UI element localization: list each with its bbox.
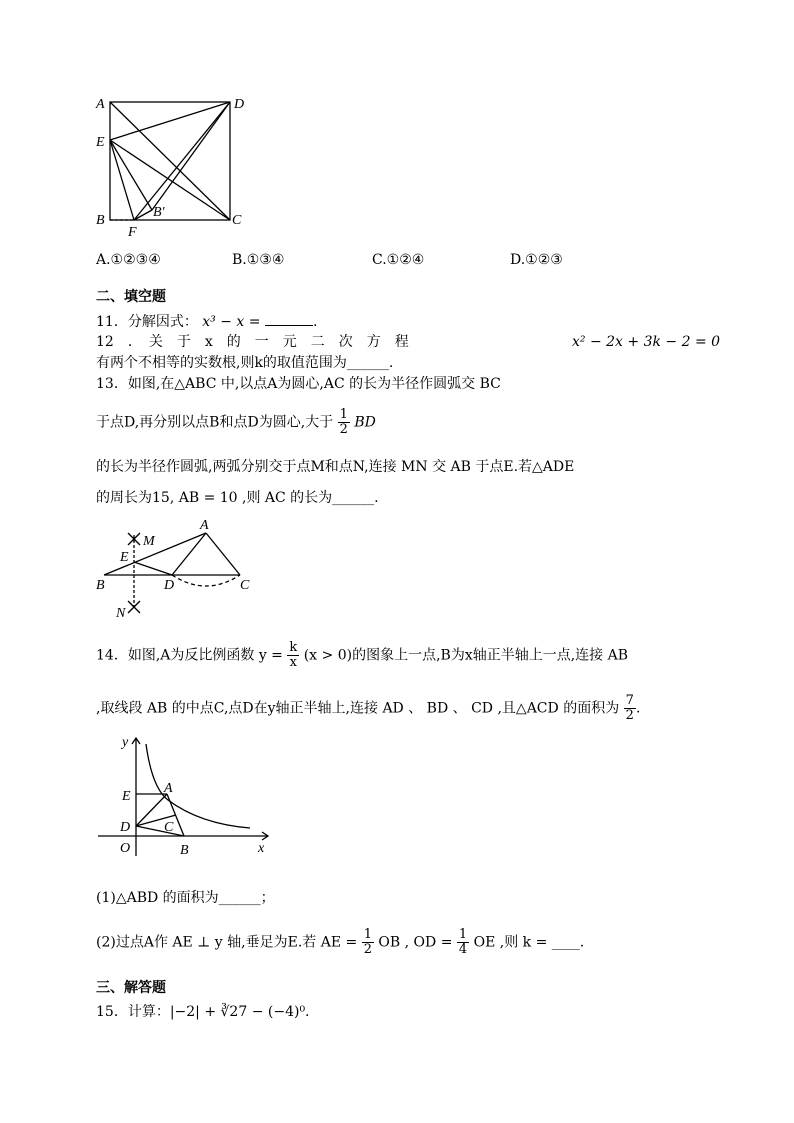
option-c: C.①②④ — [372, 252, 425, 268]
c-label-B: B — [180, 843, 189, 858]
q12-expr: x² − 2x + 3k − 2 = 0 — [572, 334, 721, 350]
t-label-A: A — [200, 518, 209, 533]
t-label-M: M — [143, 534, 155, 549]
c-label-E: E — [122, 789, 131, 804]
label-F: F — [128, 225, 137, 240]
label-C: C — [232, 213, 242, 228]
q12-line1: 12 ． 关 于 x 的 一 元 二 次 方 程 — [96, 334, 409, 350]
section-title-fill: 二、填空题 — [96, 289, 166, 305]
q14-fraction: $\frac{k}{x}$ — [289, 640, 298, 670]
square-figure — [90, 92, 260, 242]
c-label-A: A — [164, 781, 173, 796]
label-B: B — [96, 213, 105, 228]
c-label-C: C — [164, 820, 174, 835]
label-D: D — [234, 97, 245, 112]
q13-line2: 于点D,再分别以点B和点D为圆心,大于 $\frac{1}{2}$ BD — [96, 407, 376, 437]
q13-fraction: $\frac{1}{2}$ — [339, 407, 348, 437]
coordinate-figure — [90, 728, 280, 864]
option-a: A.①②③④ — [96, 252, 161, 268]
c-label-y: y — [122, 735, 129, 750]
q12-line2: 有两个不相等的实数根,则k的取值范围为______. — [96, 355, 394, 371]
q11: 11．分解因式： x³ − x = . — [96, 311, 317, 331]
q13-line4: 的周长为15, AB = 10 ,则 AC 的长为______. — [96, 490, 379, 506]
c-label-D: D — [120, 820, 131, 835]
q14-sub2: (2)过点A作 AE ⊥ y 轴,垂足为E.若 AE = $\frac{1}{2}$ OB , OD = $\frac{1}{4}$ OE ,则 k = ____. — [96, 927, 585, 957]
option-b: B.①③④ — [232, 252, 285, 268]
q13-line3: 的长为半径作圆弧,两弧分别交于点M和点N,连接 MN 交 AB 于点E.若△ADE — [96, 459, 575, 475]
q11-blank — [265, 311, 313, 326]
label-A: A — [96, 97, 105, 112]
section-title-answer: 三、解答题 — [96, 980, 166, 996]
c-label-O: O — [120, 841, 131, 856]
q11-expr: x³ − x = — [202, 314, 261, 330]
q15: 15．计算：|−2| + ∛27 − (−4)⁰. — [96, 1004, 310, 1020]
t-label-C: C — [240, 578, 250, 593]
q14-area-fraction: $\frac{7}{2}$ — [625, 693, 634, 723]
triangle-figure — [90, 515, 270, 623]
option-d: D.①②③ — [510, 252, 563, 268]
q14-line2: ,取线段 AB 的中点C,点D在y轴正半轴上,连接 AD 、 BD 、 CD ,且△ACD 的面积为 $\frac{7}{2}$ . — [96, 693, 641, 723]
q13-line1: 13．如图,在△ABC 中,以点A为圆心,AC 的长为半径作圆弧交 BC — [96, 376, 501, 392]
q14-sub1: (1)△ABD 的面积为______； — [96, 890, 275, 906]
t-label-D: D — [164, 578, 175, 593]
t-label-E: E — [120, 550, 129, 565]
t-label-B: B — [96, 578, 105, 593]
label-Bprime: B′ — [153, 205, 165, 220]
label-E: E — [96, 135, 105, 150]
c-label-x: x — [258, 841, 265, 856]
t-label-N: N — [116, 606, 126, 621]
q14-line1: 14．如图,A为反比例函数 y = $\frac{k}{x}$ (x > 0)的图象上一点,B为x轴正半轴上一点,连接 AB — [96, 640, 629, 670]
